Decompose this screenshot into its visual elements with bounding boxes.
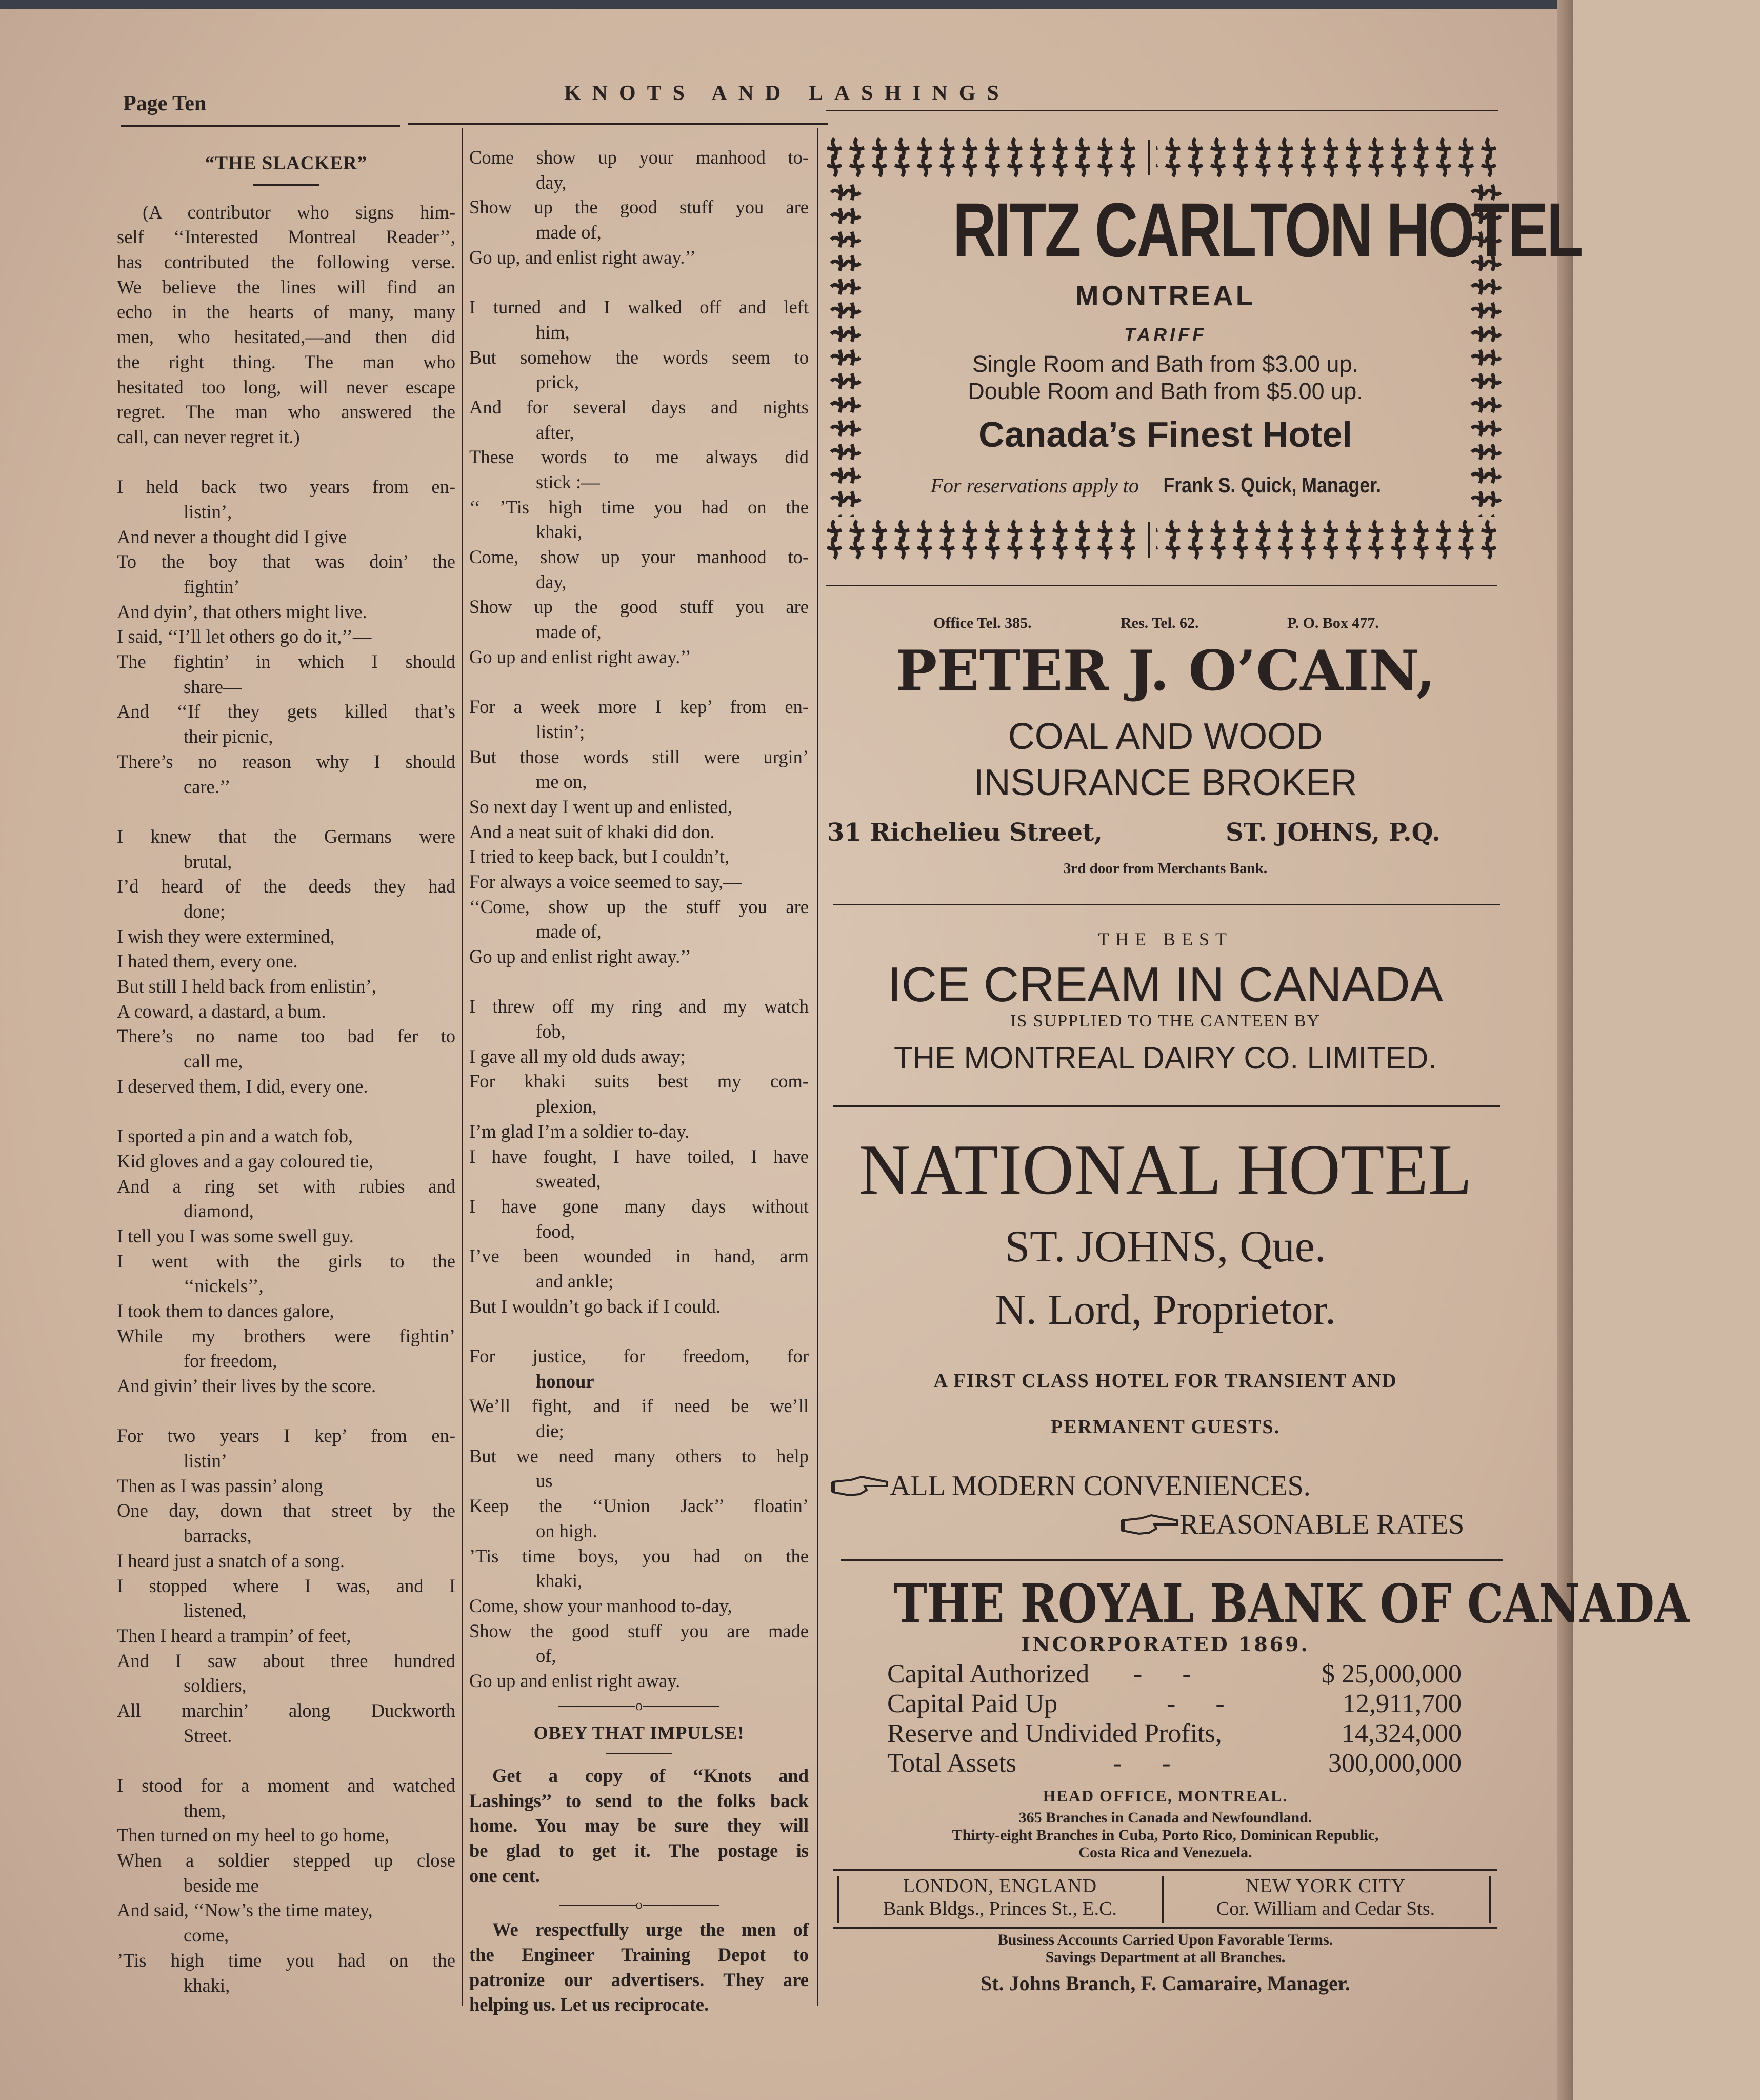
royal-branches-3: Costa Rica and Venezuela. bbox=[1078, 1844, 1252, 1861]
separator: o bbox=[469, 1892, 809, 1917]
ritz-tariff: TARIFF bbox=[1124, 324, 1207, 345]
royal-head-office: HEAD OFFICE, MONTREAL. bbox=[1043, 1787, 1288, 1805]
header-rule-mid bbox=[408, 123, 828, 125]
masthead: KNOTS AND LASHINGS bbox=[564, 82, 1010, 105]
dairy-ad bbox=[823, 923, 1508, 1093]
ornament-border-left bbox=[827, 181, 863, 517]
poem-title: “THE SLACKER” bbox=[205, 153, 368, 174]
stanza: For justice, for freedom, for honour We’ll fight, and if need be we’ll die; But we need many others to help us Keep the ‘‘Union Jack’’ floatin’ on high. ’Tis time boys, you had on the khaki, Come, show your manhood to-day, Show the good stuff you are made of, Go up and enlist right away. bbox=[469, 1345, 809, 1691]
ritz-single-rate: Single Room and Bath from $3.00 up. bbox=[972, 351, 1358, 377]
royal-capital-table bbox=[887, 1659, 1462, 1778]
london-address: Bank Bldgs., Princes St., E.C. bbox=[883, 1898, 1117, 1919]
ritz-reservations: For reservations apply to Frank S. Quick, Manager. bbox=[930, 473, 1381, 497]
ritz-hotel-name: RITZ CARLTON HOTEL bbox=[952, 187, 1582, 273]
ocain-ad bbox=[823, 610, 1508, 898]
stanza: I held back two years from en- listin’, And never a thought did I give To the boy that was doin’ the fightin’ And dyin’, that others might live. I said, ‘‘I’ll let others go do it,’’— The fightin’ in which I should share— And ‘‘If they gets killed that’s their picnic, There’s no reason why I should care.’’ bbox=[117, 476, 455, 797]
ad-divider bbox=[833, 904, 1500, 905]
ritz-carlton-ad bbox=[823, 134, 1582, 576]
table-row: Capital Authorized - - $ 25,000,000 bbox=[887, 1659, 1462, 1689]
ocain-street: 31 Richelieu Street, bbox=[827, 818, 1103, 847]
ad-divider bbox=[841, 1559, 1503, 1561]
stanza: I sported a pin and a watch fob, Kid gloves and a gay coloured tie, And a ring set with rubies and diamond, I tell you I was some swell guy. I went with the girls to the ‘‘nickels’’, I took them to dances galore, While my brothers were fightin’ for freedom, And givin’ their lives by the score. bbox=[117, 1125, 455, 1396]
ritz-name-wrap bbox=[864, 186, 1582, 274]
title-rule bbox=[253, 184, 319, 186]
table-row: Capital Paid Up - - 12,911,700 bbox=[887, 1689, 1462, 1718]
stanza: I turned and I walked off and left him, But somehow the words seem to prick, And for several days and nights after, These words to me always did stick :— ‘‘ ’Tis high time you had on the khaki, Come, show up your manhood to- day, Show up the good stuff you are made of, Go up and enlist right away.’’ bbox=[469, 296, 809, 667]
ocain-town: ST. JOHNS, P.Q. bbox=[1226, 818, 1441, 847]
national-hotel-ad bbox=[823, 1128, 1508, 1549]
royal-bank-name: THE ROYAL BANK OF CANADA bbox=[893, 1572, 1690, 1635]
royal-terms-2: Savings Department at all Branches. bbox=[1045, 1949, 1286, 1966]
ocain-coal-wood: COAL AND WOOD bbox=[1008, 716, 1323, 757]
box-mid-rule bbox=[1162, 1876, 1164, 1923]
national-line1: A FIRST CLASS HOTEL FOR TRANSIENT AND bbox=[933, 1370, 1397, 1392]
royal-incorporated: INCORPORATED 1869. bbox=[1021, 1633, 1310, 1656]
dairy-supplied: IS SUPPLIED TO THE CANTEEN BY bbox=[1010, 1012, 1321, 1031]
ocain-note: 3rd door from Merchants Bank. bbox=[1063, 860, 1268, 877]
table-row: Reserve and Undivided Profits, 14,324,000 bbox=[887, 1719, 1462, 1748]
dairy-headline: ICE CREAM IN CANADA bbox=[888, 957, 1443, 1012]
royal-foreign-offices bbox=[833, 1869, 1497, 1929]
pointing-hand-icon bbox=[831, 1472, 890, 1505]
urge-paragraph: We respectfully urge the men of the Engineer Training Depot to patronize our advertisers. They are helping us. Let us reciprocate. bbox=[469, 1919, 809, 2015]
poem-intro: (A contributor who signs him- self ‘‘Interested Montreal Reader’’, has contributed the following verse. We believe the lines will find an echo in the hearts of many, many men, who hesitated,—and then did the right thing. The man who hesitated too long, will never escape regret. The man who answered the call, can never regret it.) bbox=[117, 201, 455, 447]
royal-branches-2: Thirty-eight Branches in Cuba, Porto Rico, Dominican Republic, bbox=[952, 1827, 1379, 1844]
national-proprietor: N. Lord, Proprietor. bbox=[995, 1286, 1336, 1334]
office-tel: Office Tel. 385. bbox=[933, 615, 1032, 631]
obey-paragraph: Get a copy of ‘‘Knots and Lashings’’ to send to the folks back home. You may be sure they will be glad to get it. The postage is one cent. bbox=[469, 1765, 809, 1886]
box-left-rule bbox=[837, 1876, 839, 1923]
ritz-city: MONTREAL bbox=[1075, 280, 1256, 311]
res-tel: Res. Tel. 62. bbox=[1121, 615, 1199, 631]
table-row: Total Assets - - 300,000,000 bbox=[887, 1749, 1462, 1778]
royal-branch-manager: St. Johns Branch, F. Camaraire, Manager. bbox=[981, 1972, 1350, 1995]
separator: o bbox=[469, 1694, 809, 1719]
ritz-slogan: Canada’s Finest Hotel bbox=[978, 414, 1352, 454]
ornament-border-bottom bbox=[823, 517, 1508, 563]
header-rule-right bbox=[826, 110, 1498, 111]
royal-bank-ad bbox=[823, 1572, 1690, 2008]
poem-continued-column bbox=[469, 145, 809, 2017]
feature-modern-conveniences: ALL MODERN CONVENIENCES. bbox=[831, 1470, 1311, 1505]
ornament-border-top bbox=[823, 134, 1508, 181]
obey-rule bbox=[606, 1753, 672, 1754]
london-title: LONDON, ENGLAND bbox=[903, 1875, 1097, 1897]
dairy-the-best: THE BEST bbox=[1098, 929, 1233, 949]
stanza: I stood for a moment and watched them, Then turned on my heel to go home, When a soldier stepped up close beside me And said, ‘‘Now’s the time matey, come, ’Tis high time you had on the khaki, bbox=[117, 1775, 455, 1996]
page-label: Page Ten bbox=[123, 92, 207, 115]
royal-terms-1: Business Accounts Carried Upon Favorable Terms. bbox=[997, 1931, 1333, 1948]
obey-title: OBEY THAT IMPULSE! bbox=[533, 1722, 745, 1744]
ritz-double-rate: Double Room and Bath from $5.00 up. bbox=[968, 378, 1363, 404]
column-rule-2 bbox=[817, 128, 818, 2006]
column-rule-1 bbox=[462, 128, 463, 2006]
royal-branches-1: 365 Branches in Canada and Newfoundland. bbox=[1018, 1809, 1312, 1826]
ny-title: NEW YORK CITY bbox=[1245, 1875, 1406, 1897]
stanza: For two years I kep’ from en- listin’ Then as I was passin’ along One day, down that street by the barracks, I heard just a snatch of a song. I stopped where I was, and I listened, Then I heard a trampin’ of feet, And I saw about three hundred soldiers, All marchin’ along Duckworth Street. bbox=[117, 1425, 455, 1746]
ad-divider bbox=[833, 1105, 1500, 1107]
pointing-hand-icon bbox=[1121, 1511, 1179, 1543]
scan-top-edge bbox=[0, 0, 1573, 9]
stanza: Come show up your manhood to- day, Show up the good stuff you are made of, Go up, and enlist right away.’’ bbox=[469, 147, 809, 268]
feature-reasonable-rates: REASONABLE RATES bbox=[1121, 1508, 1464, 1543]
royal-bank-name-wrap bbox=[823, 1572, 1690, 1635]
ocain-insurance: INSURANCE BROKER bbox=[973, 762, 1357, 803]
scan-right-edge bbox=[1557, 0, 1573, 2100]
dairy-company: THE MONTREAL DAIRY CO. LIMITED. bbox=[893, 1041, 1437, 1075]
box-right-rule bbox=[1489, 1876, 1491, 1923]
stanza: I threw off my ring and my watch fob, I gave all my old duds away; For khaki suits best my com- plexion, I’m glad I’m a soldier to-day. I have fought, I have toiled, I have sweated, I have gone many days without food, I’ve been wounded in hand, arm and ankle; But I wouldn’t go back if I could. bbox=[469, 996, 809, 1317]
ad-divider bbox=[826, 585, 1497, 586]
stanza: I knew that the Germans were brutal, I’d heard of the deeds they had done; I wish they were extermined, I hated them, every one. But still I held back from enlistin’, A coward, a dastard, a bum. There’s no name too bad fer to call me, I deserved them, I did, every one. bbox=[117, 825, 455, 1097]
ocain-name: PETER J. O’CAIN, bbox=[895, 639, 1435, 703]
national-town: ST. JOHNS, Que. bbox=[1005, 1222, 1326, 1272]
header-rule-left bbox=[121, 125, 400, 127]
ny-address: Cor. William and Cedar Sts. bbox=[1216, 1898, 1435, 1919]
stanza: For a week more I kep’ from en- listin’; But those words still were urgin’ me on, So next day I went up and enlisted, And a neat suit of khaki did don. I tried to keep back, but I couldn’t, For always a voice seemed to say,— ‘‘Come, show up the stuff you are made of, Go up and enlist right away.’’ bbox=[469, 696, 809, 967]
slacker-poem-column bbox=[117, 151, 455, 1998]
national-hotel-name: NATIONAL HOTEL bbox=[858, 1130, 1472, 1210]
po-box: P. O. Box 477. bbox=[1287, 615, 1379, 631]
national-line2: PERMANENT GUESTS. bbox=[1050, 1416, 1281, 1438]
